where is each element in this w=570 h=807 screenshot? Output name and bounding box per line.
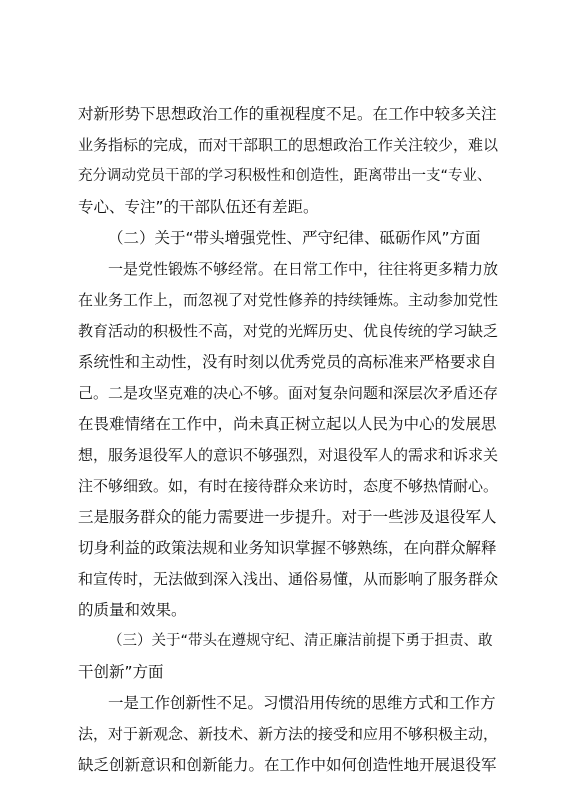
text-line: 注不够细致。如，有时在接待群众来访时，态度不够热情耐心。	[78, 477, 499, 495]
section-heading-continued: 干创新”方面	[78, 663, 164, 681]
text-line: 系统性和主动性，没有时刻以优秀党员的高标准来严格要求自	[78, 353, 497, 371]
text-line: 对新形势下思想政治工作的重视程度不足。在工作中较多关注	[78, 105, 497, 123]
text-line: 专心、专注”的干部队伍还有差距。	[78, 198, 319, 216]
text-line: 业务指标的完成，而对干部职工的思想政治工作关注较少，难以	[78, 136, 499, 154]
section-heading: （三）关于“带头在遵规守纪、清正廉洁前提下勇于担责、敢	[108, 633, 493, 649]
text-line: 切身利益的政策法规和业务知识掌握不够熟练，在向群众解释	[78, 539, 497, 557]
text-line: 在业务工作上，而忽视了对党性修养的持续锤炼。主动参加党性	[78, 291, 499, 309]
text-line: 三是服务群众的能力需要进一步提升。对于一些涉及退役军人	[78, 508, 497, 526]
text-line: 教育活动的积极性不高，对党的光辉历史、优良传统的学习缺乏	[78, 322, 499, 340]
text-line: 法，对于新观念、新技术、新方法的接受和应用不够积极主动，	[78, 725, 499, 743]
section-heading: （二）关于“带头增强党性、严守纪律、砥砺作风”方面	[108, 229, 481, 247]
text-line: 在畏难情绪在工作中，尚未真正树立起以人民为中心的发展思	[78, 415, 497, 433]
text-line: 想，服务退役军人的意识不够强烈，对退役军人的需求和诉求关	[78, 446, 499, 464]
text-line: 的质量和效果。	[78, 601, 187, 619]
text-line: 和宣传时，无法做到深入浅出、通俗易懂，从而影响了服务群众	[78, 570, 499, 588]
text-line: 一是党性锻炼不够经常。在日常工作中，往往将更多精力放	[108, 260, 499, 278]
text-line: 充分调动党员干部的学习积极性和创造性，距离带出一支“专业、	[78, 168, 492, 184]
text-line: 己。二是攻坚克难的决心不够。面对复杂问题和深层次矛盾还存	[78, 384, 499, 402]
text-line: 一是工作创新性不足。习惯沿用传统的思维方式和工作方	[108, 694, 496, 712]
text-line: 缺乏创新意识和创新能力。在工作中如何创造性地开展退役军	[78, 756, 497, 774]
